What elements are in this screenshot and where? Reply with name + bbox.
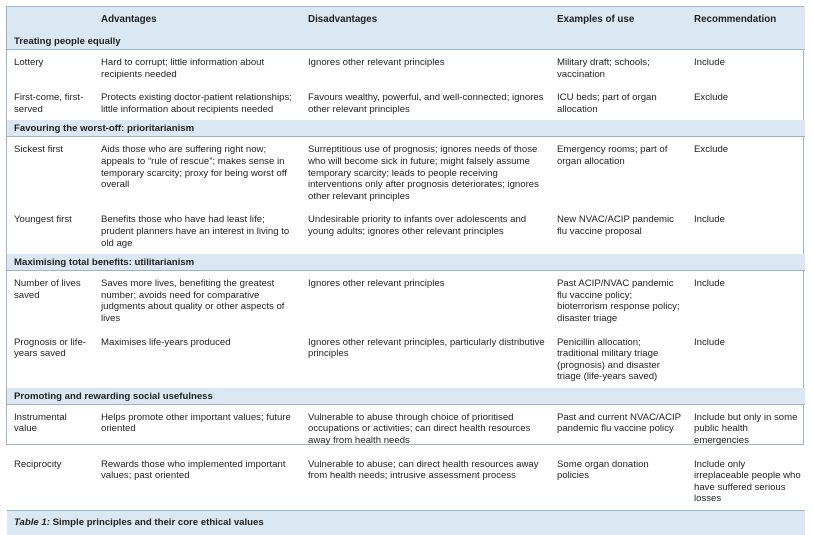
- row-advantages: Aids those who are suffering right now; appeals to “rule of rescue”; makes sense in temporary scarcity; proxy for being worst off overall: [94, 137, 301, 207]
- row-name: First-come, first-served: [14, 92, 84, 115]
- header-recommendation: Recommendation: [694, 14, 777, 25]
- row-disadvantages: Ignores other relevant principles: [301, 50, 550, 86]
- caption-text: Simple principles and their core ethical values: [49, 517, 264, 529]
- table-row: [7, 404, 805, 451]
- row-name: Number of lives saved: [7, 271, 94, 330]
- table-row: [7, 452, 805, 511]
- row-recommendation: Include: [687, 50, 805, 86]
- row-recommendation: Exclude: [694, 92, 729, 104]
- row-recommendation: Include but only in some public health emergencies: [687, 404, 805, 451]
- row-disadvantages: Undesirable priority to infants over adolescents and young adults; ignores other relevant principles: [308, 214, 527, 237]
- row-disadvantages: Vulnerable to abuse; can direct health resources away from health needs; intrusive assessment process: [308, 458, 539, 482]
- section-header: [7, 388, 805, 405]
- row-examples: Past and current NVAC/ACIP pandemic flu vaccine policy: [550, 404, 687, 451]
- row-name: Sickest first: [7, 137, 94, 207]
- section-header: [7, 254, 805, 271]
- table-row: [7, 271, 805, 330]
- row-advantages: Helps promote other important values; future oriented: [94, 404, 301, 451]
- table-row: [7, 85, 805, 120]
- section-header: [7, 120, 805, 137]
- table-frame: [6, 6, 804, 529]
- header-disadvantages: Disadvantages: [308, 14, 378, 25]
- row-name: Prognosis or life-years saved: [14, 336, 86, 360]
- row-name: Lottery: [7, 50, 94, 86]
- header-advantages: Advantages: [101, 14, 157, 25]
- section-title: Favouring the worst-off: prioritarianism: [7, 120, 805, 137]
- row-disadvantages: Surreptitious use of prognosis; ignores needs of those who will become sick in future; might falsely assume temporary scarcity; leads to people receiving interventions only after prognosis deteriorates; ignores other relevant principles: [301, 137, 550, 207]
- table-row: [7, 50, 805, 86]
- row-advantages: Protects existing doctor-patient relationships; little information about recipients needed: [101, 92, 292, 115]
- row-examples: Penicillin allocation; traditional military triage (prognosis) and disaster triage (life-years saved): [557, 336, 660, 383]
- section-title: Maximising total benefits: utilitarianism: [7, 254, 805, 271]
- ethics-table: [7, 7, 805, 535]
- row-advantages: Benefits those who have had least life; prudent planners have an interest in living to old age: [101, 214, 290, 249]
- section-title: Promoting and rewarding social usefulness: [7, 388, 805, 405]
- row-name: Reciprocity: [14, 458, 62, 470]
- row-advantages: Saves more lives, benefiting the greatest number; avoids need for comparative judgments about quality or other aspects of lives: [94, 271, 301, 330]
- table-caption: [7, 511, 805, 535]
- row-disadvantages: Favours wealthy, powerful, and well-connected; ignores other relevant principles: [308, 92, 544, 115]
- row-recommendation: Include: [687, 271, 805, 330]
- row-recommendation: Include only irreplaceable people who have suffered serious losses: [694, 458, 801, 505]
- row-disadvantages: Ignores other relevant principles: [301, 271, 550, 330]
- row-recommendation: Include: [694, 336, 725, 348]
- caption-label: Table 1:: [14, 517, 50, 529]
- row-name: Instrumental value: [7, 404, 94, 451]
- section-header: [7, 33, 805, 50]
- row-recommendation: Include: [694, 214, 725, 226]
- table-row: [7, 207, 805, 254]
- row-advantages: Hard to corrupt; little information about recipients needed: [94, 50, 301, 86]
- row-examples: Military draft; schools; vaccination: [550, 50, 687, 86]
- header-cell-blank: [7, 7, 94, 33]
- row-examples: Emergency rooms; part of organ allocation: [550, 137, 687, 207]
- row-examples: New NVAC/ACIP pandemic flu vaccine proposal: [557, 214, 674, 237]
- row-recommendation: Exclude: [687, 137, 805, 207]
- section-title: Treating people equally: [7, 33, 805, 50]
- row-examples: Some organ donation policies: [557, 458, 649, 482]
- caption-row: [7, 511, 805, 535]
- header-row: [7, 7, 805, 33]
- row-advantages: Rewards those who implemented important values; past oriented: [101, 458, 286, 482]
- table-row: [7, 137, 805, 207]
- row-disadvantages: Ignores other relevant principles, particularly distributive principles: [308, 336, 545, 360]
- row-advantages: Maximises life-years produced: [101, 336, 231, 348]
- row-examples: Past ACIP/NVAC pandemic flu vaccine policy; bioterrorism response policy; disaster triage: [550, 271, 687, 330]
- row-disadvantages: Vulnerable to abuse through choice of prioritised occupations or activities; can direct health resources away from health needs: [301, 404, 550, 451]
- header-examples: Examples of use: [557, 14, 635, 25]
- row-examples: ICU beds; part of organ allocation: [557, 92, 657, 115]
- table-row: [7, 330, 805, 388]
- row-name: Youngest first: [14, 214, 72, 226]
